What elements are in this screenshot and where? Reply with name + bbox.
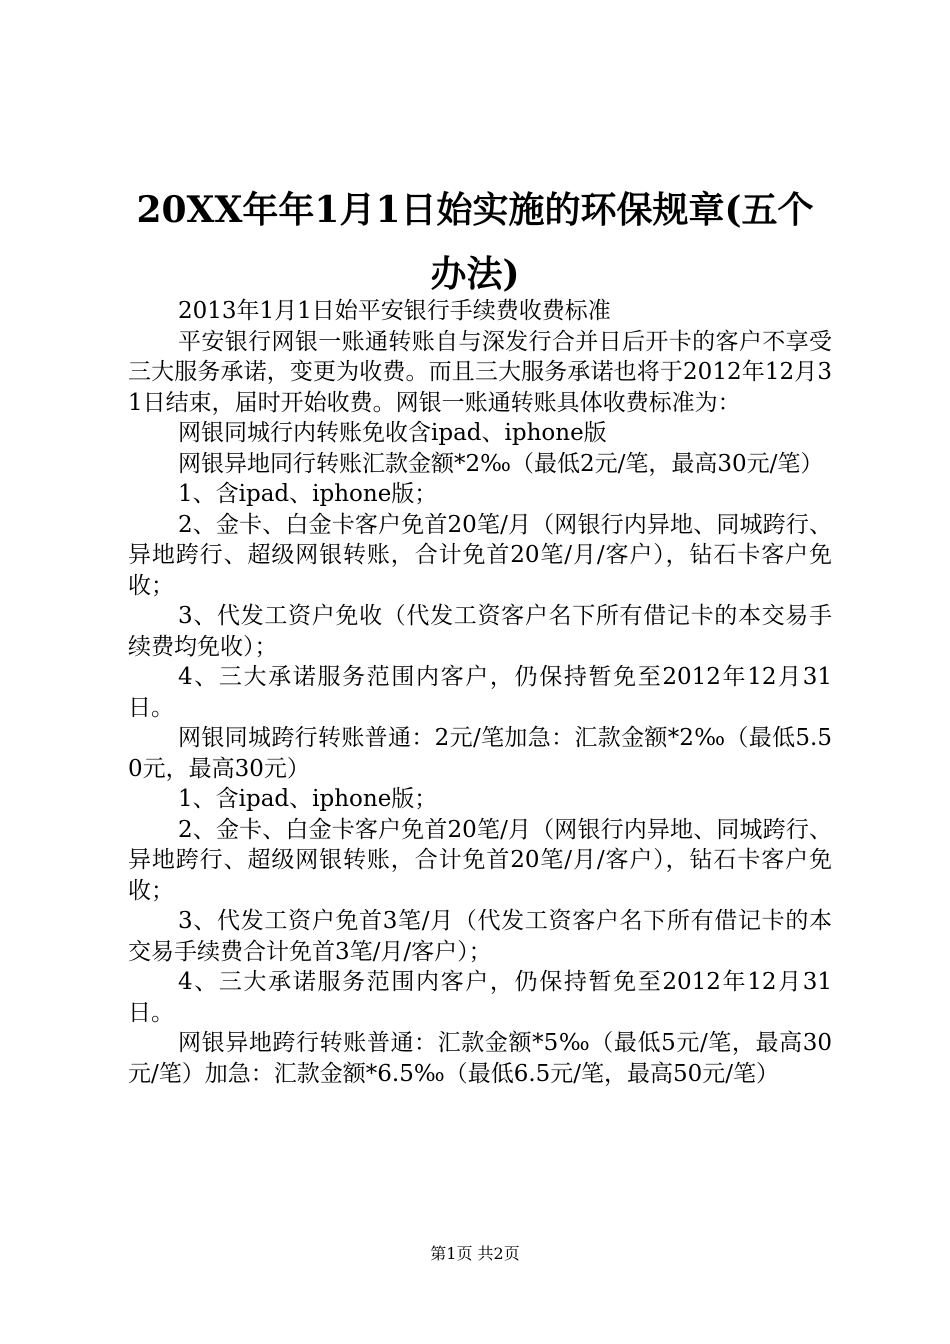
paragraph: 平安银行网银一账通转账自与深发行合并日后开卡的客户不享受三大服务承诺，变更为收费。而且三大服务承诺也将于2012年12月31日结束，届时开始收费。网银一账通转账具体收费标准为： (128, 328, 832, 416)
paragraph: 网银同城行内转账免收含ipad、iphone版 (178, 420, 607, 446)
page-footer: 第1页 共2页 (430, 1244, 520, 1263)
list-item: 3、代发工资户免收（代发工资客户名下所有借记卡的本交易手续费均免收）； (128, 603, 832, 660)
list-item: 4、三大承诺服务范围内客户，仍保持暂免至2012年12月31日。 (128, 664, 832, 721)
paragraph: 网银同城跨行转账普通：2元/笔加急：汇款金额*2‰（最低5.50元，最高30元） (128, 725, 832, 782)
list-item: 1、含ipad、iphone版； (178, 481, 438, 507)
list-item: 3、代发工资户免首3笔/月（代发工资客户名下所有借记卡的本交易手续费合计免首3笔/月/客户）； (128, 908, 832, 965)
list-item: 2、金卡、白金卡客户免首20笔/月（网银行内异地、同城跨行、异地跨行、超级网银转账，合计免首20笔/月/客户），钻石卡客户免收； (128, 816, 832, 904)
document-body (128, 296, 832, 1089)
list-item: 2、金卡、白金卡客户免首20笔/月（网银行内异地、同城跨行、异地跨行、超级网银转账，合计免首20笔/月/客户），钻石卡客户免收； (128, 511, 832, 599)
paragraph: 网银异地同行转账汇款金额*2‰（最低2元/笔，最高30元/笔） (178, 450, 824, 477)
list-item: 4、三大承诺服务范围内客户，仍保持暂免至2012年12月31日。 (128, 969, 832, 1026)
list-item: 1、含ipad、iphone版； (178, 786, 438, 812)
document-title: 20XX年年1月1日始实施的环保规章(五个办法) (136, 189, 814, 295)
paragraph: 网银异地跨行转账普通：汇款金额*5‰（最低5元/笔，最高30元/笔）加急：汇款金额*6.5‰（最低6.5元/笔，最高50元/笔） (128, 1030, 832, 1087)
paragraph-heading: 2013年1月1日始平安银行手续费收费标准 (178, 298, 611, 324)
